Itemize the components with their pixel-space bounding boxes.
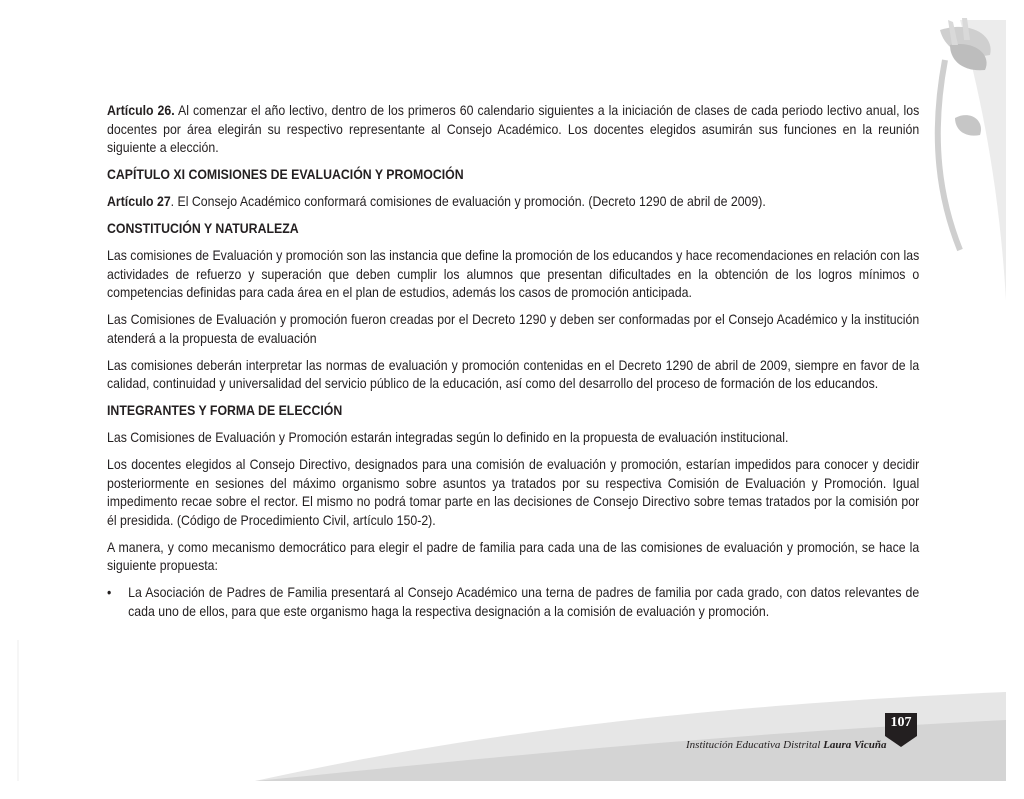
institution-label: Institución Educativa Distrital: [686, 739, 824, 751]
institution-name: Laura Vicuña: [823, 739, 887, 751]
bullet-text: La Asociación de Padres de Familia presentará al Consejo Académico una terna de padres de familia por cada grado, con datos relevantes de cada uno de ellos, para que este organismo haga la respectiva designación a la comisión de evaluación y promoción.: [128, 584, 920, 619]
article-26-label: Artículo 26.: [107, 102, 175, 118]
paragraph-propuesta: A manera, y como mecanismo democrático para elegir el padre de familia para cada una de las comisiones de evaluación y promoción, se hace la siguiente propuesta:: [107, 538, 920, 573]
page-number: 107: [890, 715, 912, 730]
heading-integrantes: INTEGRANTES Y FORMA DE ELECCIÓN: [107, 402, 343, 418]
document-body: [107, 101, 919, 620]
heading-constitucion: CONSTITUCIÓN Y NATURALEZA: [107, 220, 299, 236]
paragraph-impedimentos: Los docentes elegidos al Consejo Directivo, designados para una comisión de evaluación y promoción, estarían impedidos para conocer y decidir posteriormente en sesiones del máximo organismo sobre asuntos ya tratados por su respectiva Comisión de Evaluación y Promoción. Igual impedimento recae sobre el rector. El mismo no podrá tomar parte en las decisiones de Consejo Directivo sobre temas tratados por la comisión por él presidida. (Código de Procedimiento Civil, artículo 150-2).: [107, 456, 920, 528]
bullet-mark: •: [107, 584, 112, 600]
article-27-label: Artículo 27: [107, 193, 171, 209]
paragraph-comisiones-definicion: Las comisiones de Evaluación y promoción son las instancia que define la promoción de los educandos y hace recomendaciones en relación con las actividades de refuerzo y superación que deben cumplir los alumnos que presentan dificultades en la obtención de los logros mínimos o competencias definidas para cada área en el plan de estudios, además los casos de promoción anticipada.: [107, 247, 920, 300]
chapter-heading: CAPÍTULO XI COMISIONES DE EVALUACIÓN Y PROMOCIÓN: [107, 166, 464, 182]
article-27: [107, 192, 919, 211]
article-26-text: Al comenzar el año lectivo, dentro de los primeros 60 calendario siguientes a la iniciación de clases de cada periodo lectivo anual, los docentes por área elegirán su respectivo representante al Consejo Académico. Los docentes elegidos asumirán sus funciones en la reunión siguiente a elección.: [107, 102, 920, 155]
paragraph-comisiones-normas: Las comisiones deberán interpretar las normas de evaluación y promoción contenidas en el Decreto 1290 de abril de 2009, siempre en favor de la calidad, continuidad y universalidad del servicio público de la educación, así como del desarrollo del proceso de formación de los educandos.: [107, 356, 920, 391]
article-26: [107, 101, 919, 157]
paragraph-integracion: Las Comisiones de Evaluación y Promoción estarán integradas según lo definido en la propuesta de evaluación institucional.: [107, 429, 789, 445]
article-27-text: . El Consejo Académico conformará comisiones de evaluación y promoción. (Decreto 1290 de abril de 2009).: [170, 193, 766, 209]
paragraph-comisiones-creacion: Las Comisiones de Evaluación y promoción fueron creadas por el Decreto 1290 y deben ser conformadas por el Consejo Académico y la institución atenderá a la propuesta de evaluación: [107, 311, 920, 346]
institution-footer: [686, 739, 886, 751]
list-item: [107, 583, 919, 620]
